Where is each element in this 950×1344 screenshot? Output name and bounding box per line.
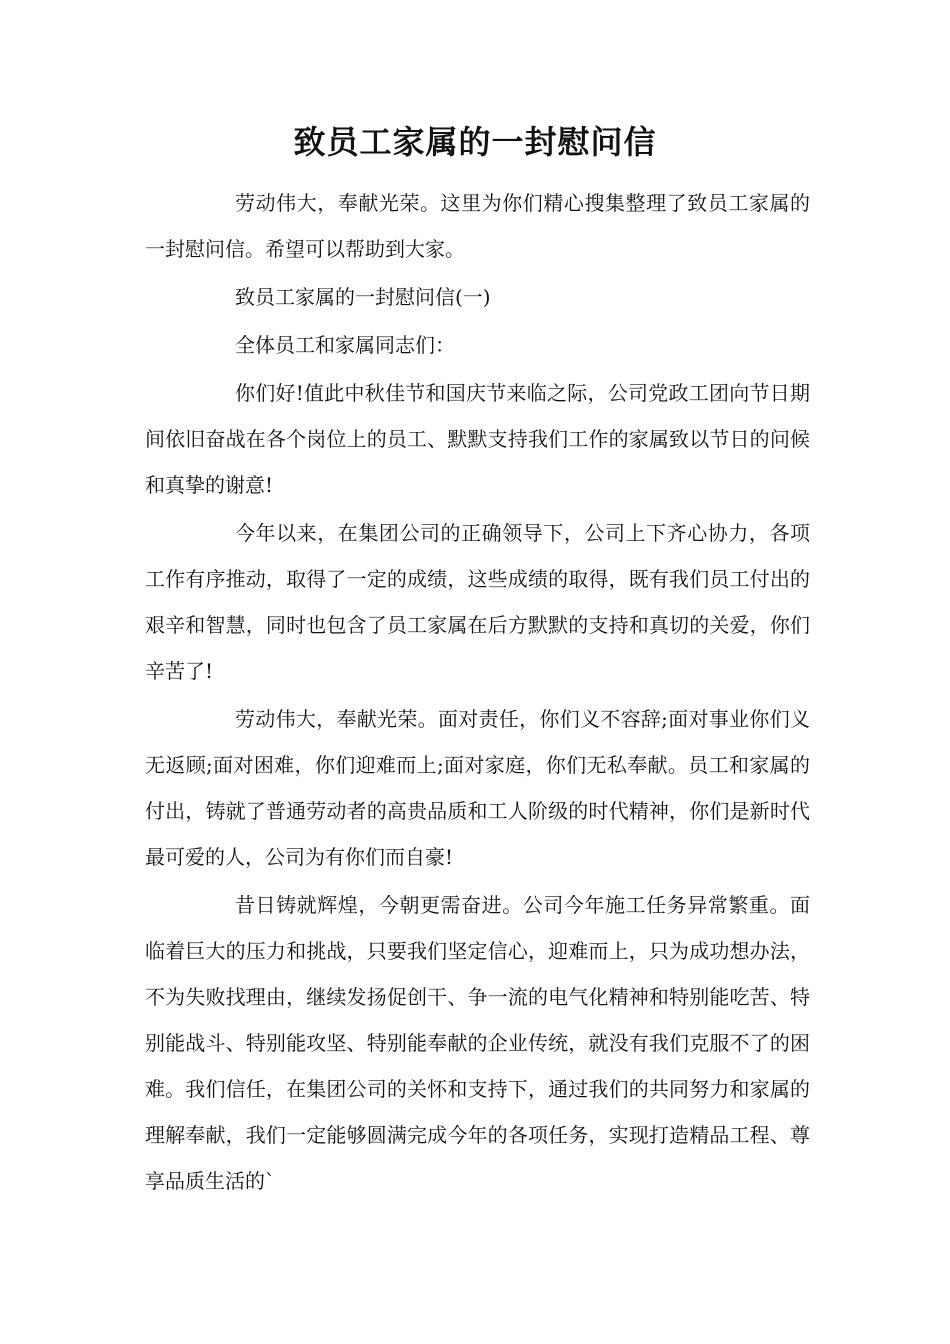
- document-body: [145, 180, 810, 1204]
- outlook-paragraph: 昔日铸就辉煌，今朝更需奋进。公司今年施工任务异常繁重。面临着巨大的压力和挑战，只要我们坚定信心，迎难而上，只为成功想办法，不为失败找理由，继续发扬促创干、争一流的电气化精神和特别能吃苦、特别能战斗、特别能攻坚、特别能奉献的企业传统，就没有我们克服不了的困难。我们信任，在集团公司的关怀和支持下，通过我们的共同努力和家属的理解奉献，我们一定能够圆满完成今年的各项任务，实现打造精品工程、尊享品质生活的`: [145, 893, 810, 1193]
- intro-paragraph: 劳动伟大，奉献光荣。这里为你们精心搜集整理了致员工家属的一封慰问信。希望可以帮助到大家。: [145, 191, 810, 261]
- achievement-paragraph: 今年以来，在集团公司的正确领导下，公司上下齐心协力，各项工作有序推动，取得了一定的成绩，这些成绩的取得，既有我们员工付出的艰辛和智慧，同时也包含了员工家属在后方默默的支持和真切的关爱，你们辛苦了!: [145, 521, 810, 683]
- letter-heading: 致员工家属的一封慰问信(一): [235, 285, 491, 309]
- document-title: 致员工家属的一封慰问信: [293, 123, 657, 161]
- dedication-paragraph: 劳动伟大，奉献光荣。面对责任，你们义不容辞;面对事业你们义无返顾;面对困难，你们迎难而上;面对家庭，你们无私奉献。员工和家属的付出，铸就了普通劳动者的高贵品质和工人阶级的时代精神，你们是新时代最可爱的人，公司为有你们而自豪!: [145, 707, 810, 869]
- letter-salutation: 全体员工和家属同志们：: [235, 333, 455, 357]
- greeting-paragraph: 你们好!值此中秋佳节和国庆节来临之际，公司党政工团向节日期间依旧奋战在各个岗位上的员工、默默支持我们工作的家属致以节日的问候和真挚的谢意!: [145, 381, 810, 497]
